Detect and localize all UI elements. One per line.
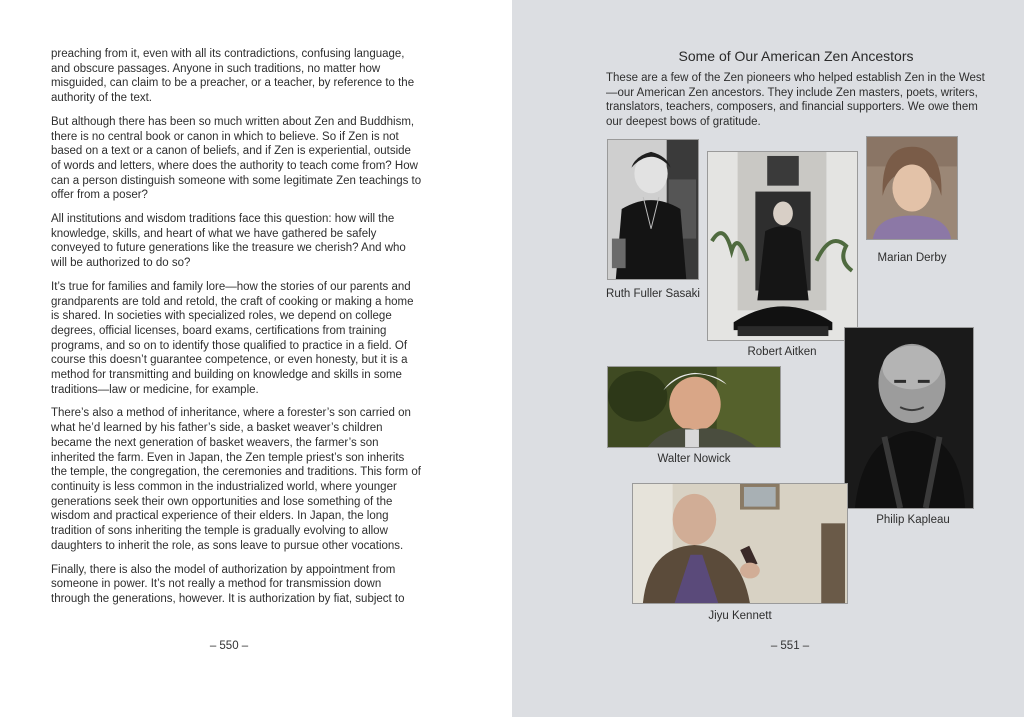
portrait-photo-philip-kapleau xyxy=(844,327,974,509)
page-number-right: – 551 – xyxy=(770,640,810,652)
portrait-photo-jiyu-kennett xyxy=(632,483,848,604)
paragraph: preaching from it, even with all its contradictions, confusing language, and obscure passages. Anyone in such traditions, no matter how misguided, can claim to be a preacher, or a teacher, by reference to the authority of the text. xyxy=(51,48,415,105)
paragraph: Finally, there is also the model of authorization by appointment from someone in power. It’s not really a method for transmission down through the generations, however. It is authorization by fiat, subject to xyxy=(51,563,405,605)
portrait-photo-robert-aitken xyxy=(707,151,858,341)
photo-caption: Jiyu Kennett xyxy=(708,610,772,622)
section-title: Some of Our American Zen Ancestors xyxy=(678,48,914,64)
portrait-photo-marian-derby xyxy=(866,136,958,240)
photo-caption: Marian Derby xyxy=(877,252,947,264)
paragraph: But although there has been so much written about Zen and Buddhism, there is no central book or canon in which to believe. So if Zen is not based on a text or a canon of beliefs, and if Zen is experiential, outside of words and letters, where does the authority to teach come from? How can a person distinguish someone with some legitimate Zen teachings to offer from a poser? xyxy=(51,115,422,202)
portrait-photo-walter-nowick xyxy=(607,366,781,448)
photo-caption: Walter Nowick xyxy=(657,453,731,465)
paragraph: All institutions and wisdom traditions face this question: how will the knowledge, skills, and heart of what we have gathered be safely conveyed to future generations like the treasure we cherish? And who will be authorized to do so? xyxy=(51,213,406,270)
photo-caption: Philip Kapleau xyxy=(876,514,950,526)
right-page xyxy=(512,0,1024,717)
photo-caption: Robert Aitken xyxy=(747,346,817,358)
paragraph: There’s also a method of inheritance, where a forester’s son carried on what he’d learned by his father’s side, a basket weaver’s children became the next generation of basket weavers, the farmer’s son inherited the farm. Even in Japan, the Zen temple priest’s son inherits the temple, the congregation, the ceremonies and traditions. This form of continuity is less common in the industrialized world, where younger generations seek their own opportunities and lose something of the wisdom and practical experience of their elders. In Japan, the long tradition of sons inheriting the temple is gradually evolving to allow daughters to inherit the role, as sons leave to pursue other vocations. xyxy=(51,407,421,552)
body-text xyxy=(51,47,423,616)
paragraph: It’s true for families and family lore—how the stories of our parents and grandparents are told and retold, the craft of cooking or making a home is shared. In societies with specialized roles, we depend on college degrees, official licenses, board exams, certifications from training programs, and so on to identify those qualified to practice in a field. Of course this doesn’t guarantee competence, or even honesty, but it is a method for transmitting and building on knowledge and skills in some traditions—law or medicine, for example. xyxy=(51,280,414,396)
photo-caption: Ruth Fuller Sasaki xyxy=(606,288,700,300)
intro-paragraph: These are a few of the Zen pioneers who helped establish Zen in the West—our American Zen ancestors. They include Zen masters, poets, writers, translators, teachers, composers, and financial supporters. We owe them our deepest bows of gratitude. xyxy=(606,72,985,129)
page-number-left: – 550 – xyxy=(209,640,249,652)
portrait-photo-ruth-fuller-sasaki xyxy=(607,139,699,280)
